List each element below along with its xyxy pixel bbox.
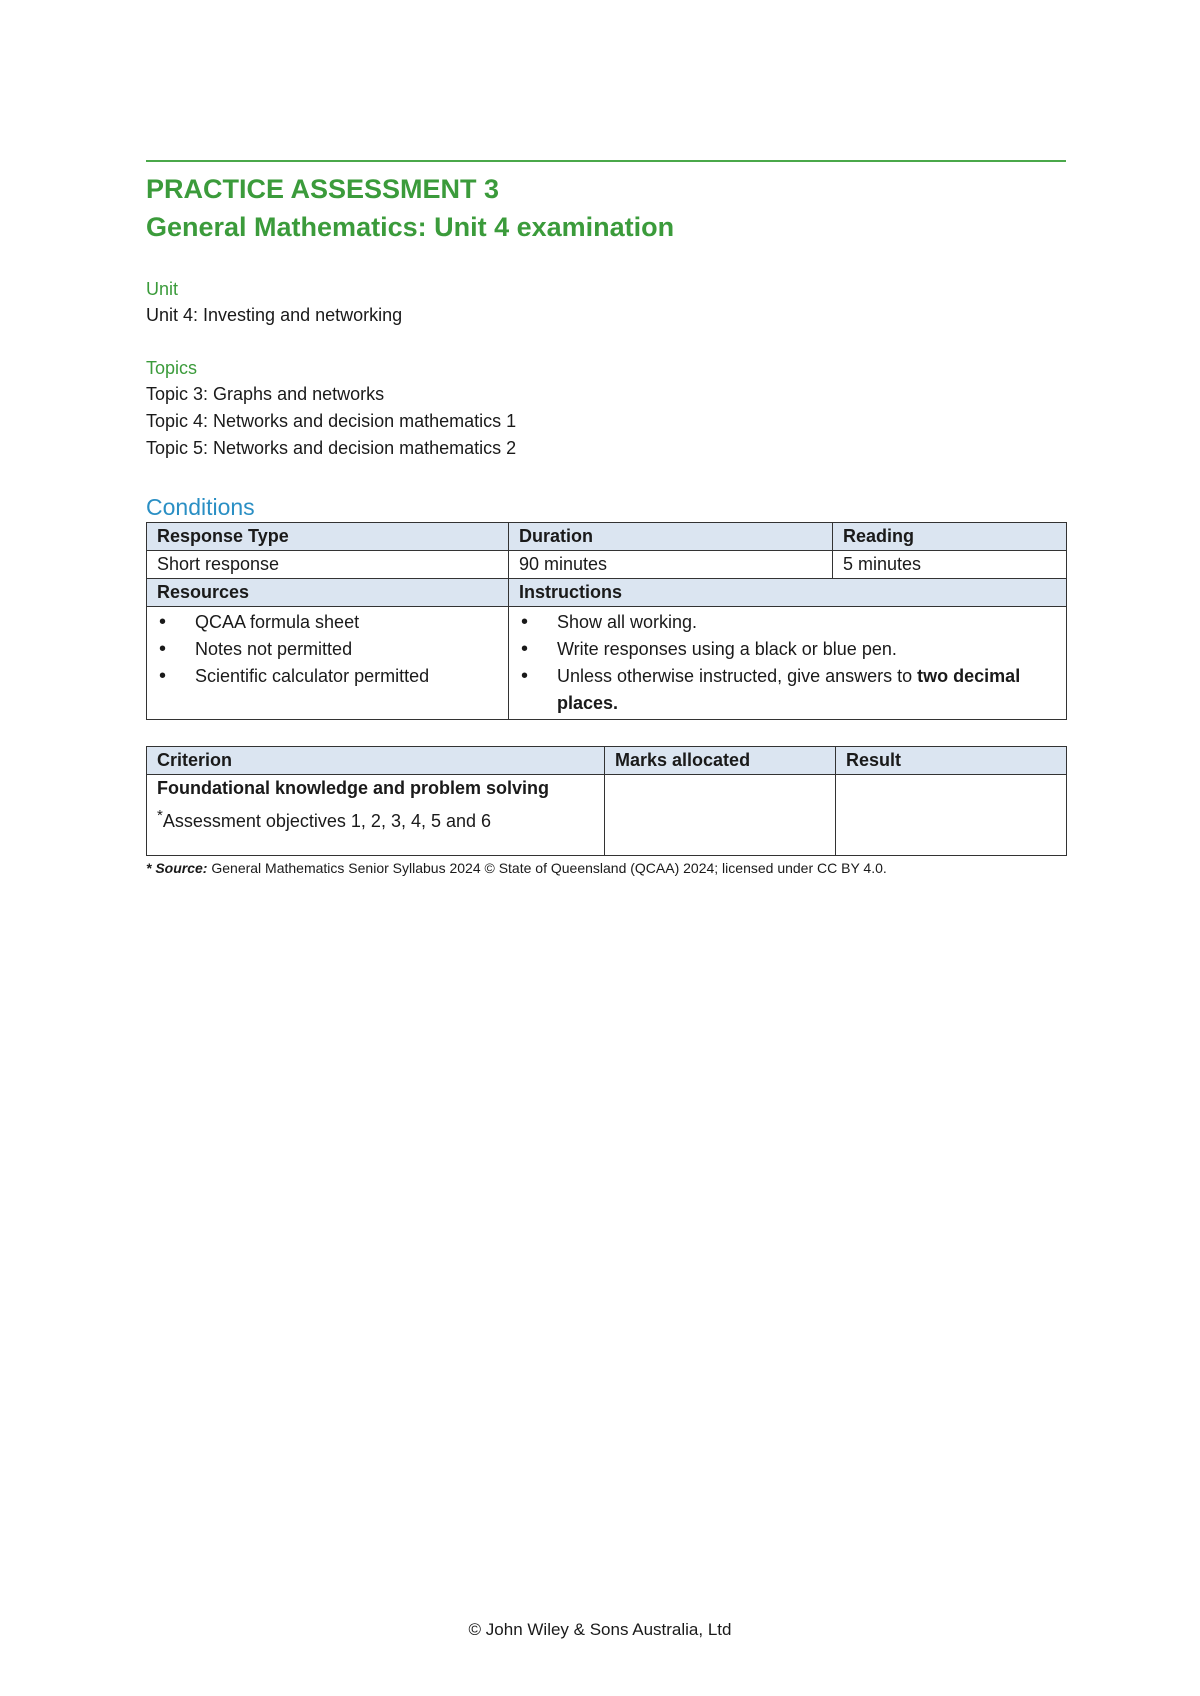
topic-item: Topic 4: Networks and decision mathematics 1 <box>146 411 517 431</box>
resources-list <box>157 609 498 690</box>
unit-value: Unit 4: Investing and networking <box>146 305 403 325</box>
instruction-item: • Show all working. <box>519 609 1056 636</box>
topic-item: Topic 5: Networks and decision mathematics 2 <box>146 438 517 458</box>
criterion-name: Foundational knowledge and problem solving <box>157 778 550 798</box>
unit-label: Unit <box>146 279 179 299</box>
objectives-text: Assessment objectives 1, 2, 3, 4, 5 and 6 <box>162 811 492 831</box>
header-resources: Resources <box>147 579 509 607</box>
header-result: Result <box>836 747 1067 775</box>
footnote-source-label: * Source: <box>146 860 208 876</box>
header-criterion: Criterion <box>147 747 605 775</box>
header-reading: Reading <box>833 523 1067 551</box>
copyright-footer: © John Wiley & Sons Australia, Ltd <box>468 1620 732 1639</box>
resources-cell <box>147 607 509 720</box>
instruction-item <box>519 663 1056 717</box>
instructions-cell <box>509 607 1067 720</box>
conditions-heading: Conditions <box>146 494 255 520</box>
topic-item: Topic 3: Graphs and networks <box>146 384 385 404</box>
response-type-value: Short response <box>147 551 509 579</box>
instruction-emphasis: two decimal places. <box>557 666 1021 713</box>
duration-value: 90 minutes <box>509 551 833 579</box>
resource-item: • Notes not permitted <box>157 636 498 663</box>
page-title: PRACTICE ASSESSMENT 3 <box>146 174 500 204</box>
instructions-list <box>519 609 1056 717</box>
resource-item: • QCAA formula sheet <box>157 609 498 636</box>
document-page <box>146 160 1066 878</box>
criterion-objectives <box>157 802 594 835</box>
header-rule <box>146 160 1066 162</box>
reading-value: 5 minutes <box>833 551 1067 579</box>
footnote-text: General Mathematics Senior Syllabus 2024 © State of Queensland (QCAA) 2024; licensed under CC BY 4.0. <box>207 860 887 876</box>
page-subtitle: General Mathematics: Unit 4 examination <box>146 212 675 242</box>
criterion-cell <box>147 775 605 856</box>
criteria-table <box>146 746 1067 856</box>
resource-item: • Scientific calculator permitted <box>157 663 498 690</box>
header-response-type: Response Type <box>147 523 509 551</box>
result-cell <box>836 775 1067 856</box>
source-footnote <box>146 858 1066 878</box>
instruction-item: • Write responses using a black or blue pen. <box>519 636 1056 663</box>
conditions-table <box>146 522 1067 720</box>
header-instructions: Instructions <box>509 579 1067 607</box>
topics-label: Topics <box>146 358 198 378</box>
footnote-marker: * <box>157 807 163 824</box>
instruction-text: Unless otherwise instructed, give answers to <box>557 666 918 686</box>
marks-allocated-cell <box>605 775 836 856</box>
header-duration: Duration <box>509 523 833 551</box>
header-marks-allocated: Marks allocated <box>605 747 836 775</box>
